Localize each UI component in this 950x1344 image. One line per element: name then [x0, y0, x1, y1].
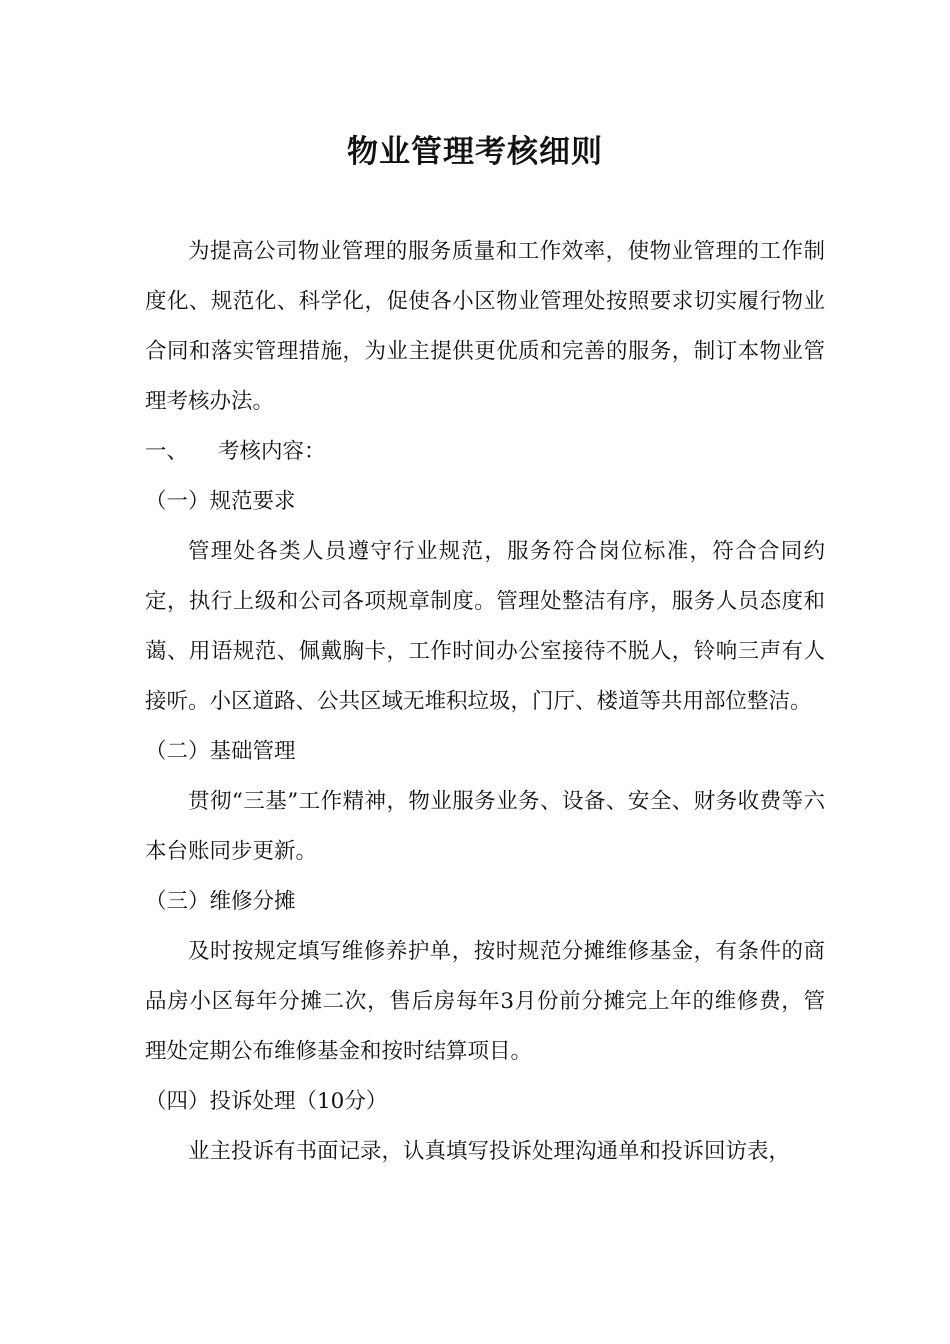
subsection-heading-1: （一）规范要求 [145, 489, 296, 514]
subsection-paragraph-4: 业主投诉有书面记录，认真填写投诉处理沟通单和投诉回访表， [188, 1139, 791, 1164]
document-title: 物业管理考核细则 [347, 134, 603, 170]
subsection-paragraph-2: 贯彻“三基”工作精神，物业服务业务、设备、安全、财务收费等六本台账同步更新。 [145, 789, 825, 864]
intro-paragraph: 为提高公司物业管理的服务质量和工作效率，使物业管理的工作制度化、规范化、科学化，促使各小区物业管理处按照要求切实履行物业合同和落实管理措施，为业主提供更优质和完善的服务，制订本物业管理考核办法。 [145, 239, 825, 414]
subsection-paragraph-3: 及时按规定填写维修养护单，按时规范分摊维修基金，有条件的商品房小区每年分摊二次，售后房每年3月份前分摊完上年的维修费，管理处定期公布维修基金和按时结算项目。 [145, 939, 825, 1064]
subsection-heading-2: （二）基础管理 [145, 739, 296, 764]
subsection-heading-3: （三）维修分摊 [145, 889, 296, 914]
subsection-paragraph-1: 管理处各类人员遵守行业规范，服务符合岗位标准，符合合同约定，执行上级和公司各项规章制度。管理处整洁有序，服务人员态度和蔼、用语规范、佩戴胸卡，工作时间办公室接待不脱人，铃响三声有人接听。小区道路、公共区域无堆积垃圾，门厅、楼道等共用部位整洁。 [145, 539, 825, 714]
document-body [145, 227, 825, 1177]
section-number: 一、 [145, 439, 189, 464]
subsection-heading-4: （四）投诉处理（10分） [145, 1089, 388, 1114]
section-label: 考核内容： [218, 439, 326, 464]
section-heading-1 [145, 427, 825, 477]
